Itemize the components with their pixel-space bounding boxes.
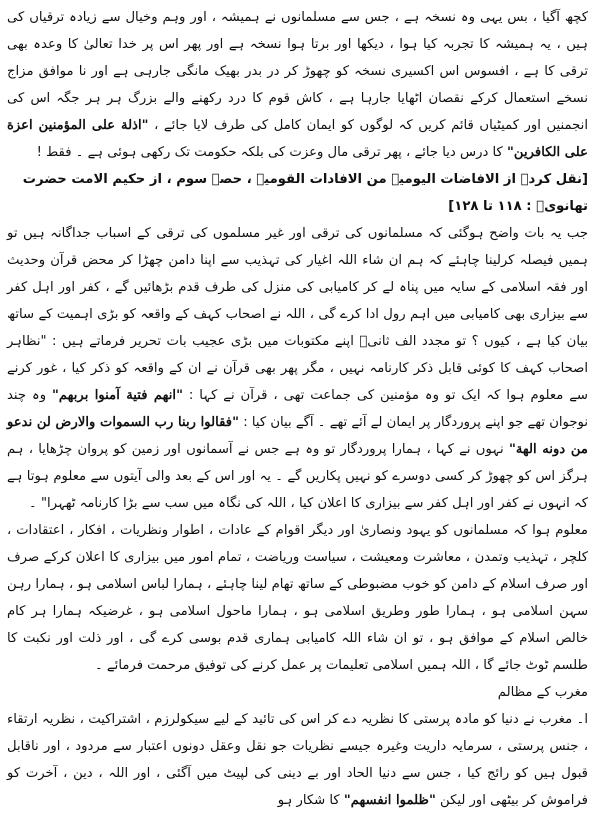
source-reference: [نقل کردہ از الافاضات الیومیہ من الافادات القومیہ ، حصہ سوم ، از حکیم الامت حضرت تھانویؒ : ۱۱۸ تا ۱۲۸]: [22, 172, 588, 214]
paragraph-conclusion: معلوم ہوا کہ مسلمانوں کو یہود ونصاریٰ اور دیگر اقوام کے عادات ، اطوار ونظریات ، افکار ، اعتقادات ، کلچر ، تہذیب وتمدن ، معاشرت ومعیشت ، سیاست وریاضت ، تمام امور میں بیزاری کا اعلان کرکے صرف اور صرف اسلام کے دامن کو خوب مضبوطی کے ساتھ تھام لینا چاہئے ، ہمارا لباس اسلامی ہو ، ہمارا رہن سہن اسلامی ہو ، ہمارا طور وطریق اسلامی ہو ، ہمارا ماحول اسلامی ہو ، غرضیکہ ہمارا ہر کام خالص اسلام کے موافق ہو ، تو ان شاء اللہ کامیابی ہماری قدم بوسی کرے گی ، اور ذلت اور نکبت کا طلسم ٹوٹ جائے گا ، اللہ ہمیں اسلامی تعلیمات پر عمل کرنے کی توفیق مرحمت فرمائے ۔: [7, 523, 588, 673]
paragraph-west-text: ا۔ مغرب نے دنیا کو مادہ پرستی کا نظریہ دے کر اس کی تائید کے لیے سیکولرزم ، اشتراکیت ، نظریہ ارتقاء ، جنس پرستی ، سرمایہ داریت وغیرہ جیسے نظریات جو نقل وعقل دونوں اعتبار سے مردود ، اور ناقابل قبول ہیں کو رائج کیا ، جس سے دنیا الحاد اور بے دینی کی لپیٹ میں آگئی ، اور اللہ ، دین ، آخرت کو فراموش کر بیٹھی اور لیکن: [7, 712, 588, 808]
quran-quote-3: "فقالوا ربنا رب السموات والارض لن ندعو من دونه الهة": [7, 415, 588, 457]
paragraph-intro-end: کا درس دیا جائے ، پھر ترقی مال وعزت کی بلکہ حکومت تک رکھی ہوئی ہے ۔ فقط !: [36, 145, 503, 160]
paragraph-ashab-kahf-a: جب یہ بات واضح ہوگئی کہ مسلمانوں کی ترقی اور غیر مسلموں کی ترقی کے اسباب جداگانہ ہیں تو ہمیں فیصلہ کرلینا چاہئے کہ ہم ان شاء اللہ اغیار کی تہذیب سے اپنا دامن چھڑا کر محض قرآن وحدیث اور فقہ اسلامی کے سایہ میں پناہ لے کر کامیابی کی منزل کی طرف قدم بڑھائیں گے ، کفر اور اہل کفر سے بیزاری بھی کامیابی میں اہم رول ادا کرے گی ، اللہ نے اصحاب کہف کے واقعہ کو بڑی اہمیت کے ساتھ بیان کیا ہے ، کیوں ؟ تو مجدد الف ثانیؒ اپنے مکتوبات میں بڑی عجیب بات تحریر فرماتے ہیں :: [7, 226, 588, 349]
quran-quote-4: "ظلموا انفسهم": [343, 793, 436, 808]
paragraph-ashab-kahf-d: نہوں نے کہا ، ہمارا پروردگار تو وہ ہے جس نے آسمانوں اور زمین کو پروان چڑھایا ، ہم ہرگز اس کو چھوڑ کر کسی دوسرے کو نہیں پکاریں گے ۔ یہ اور اس کے بعد والی آیتوں سے معلوم ہوتا ہے کہ انہوں نے کفر اور اہل کفر سے بیزاری کا اعلان کیا ، اللہ کی نگاہ میں سب سے بڑا کارنامہ ٹھہرا" ۔: [7, 442, 588, 511]
paragraph-west: [7, 706, 588, 814]
paragraph-ashab-kahf: [7, 220, 588, 517]
section-heading: مغرب کے مظالم: [497, 685, 588, 700]
paragraph-intro-text: کچھ آگیا ، بس یہی وہ نسخہ ہے ، جس سے مسلمانوں نے ہمیشہ ، اور وہم وخیال سے زیادہ ترقیاں کی ہیں ، یہ ہمیشہ کا تجربہ کیا ہوا ، دیکھا اور برتا ہوا نسخہ ہے اور پھر اس پر خدا تعالیٰ کا وعدہ بھی ترقی کا ہے ، افسوس اس اکسیری نسخہ کو چھوڑ کر در بدر بھیک مانگی جارہی ہے اور نا موافق مزاج نسخے استعمال کرکے نقصان اٹھایا جارہا ہے ، کاش قوم کا درد رکھنے والے بزرگ ہر ہر جگہ اس کی انجمنیں اور کمیٹیاں قائم کریں کہ لوگوں کو ایمان کامل کی طرف لایا جائے ،: [7, 10, 588, 133]
quran-quote-2: "انهم فتية آمنوا بربهم": [52, 388, 183, 403]
quran-quote-1: "اذلة على المؤمنين اعزة على الكافرين": [7, 118, 588, 160]
paragraph-ashab-kahf-c: وہ چند نوجوان تھے جو اپنے پروردگار پر ایمان لے آئے تھے ۔ آگے بیان کیا :: [7, 388, 589, 430]
paragraph-intro: [7, 4, 588, 166]
paragraph-west-end: کا شکار ہو: [277, 793, 340, 808]
paragraph-ashab-kahf-b: "نظاہر اصحاب کہف کا کوئی قابل ذکر کارنامہ نہیں ، مگر پھر بھی قرآن نے ان کے واقعہ کو ذکر کیا ، غور کرنے سے معلوم ہوا کہ ایک تو وہ مؤمنین کی جماعت تھی ، قرآن نے کہا :: [7, 334, 588, 403]
